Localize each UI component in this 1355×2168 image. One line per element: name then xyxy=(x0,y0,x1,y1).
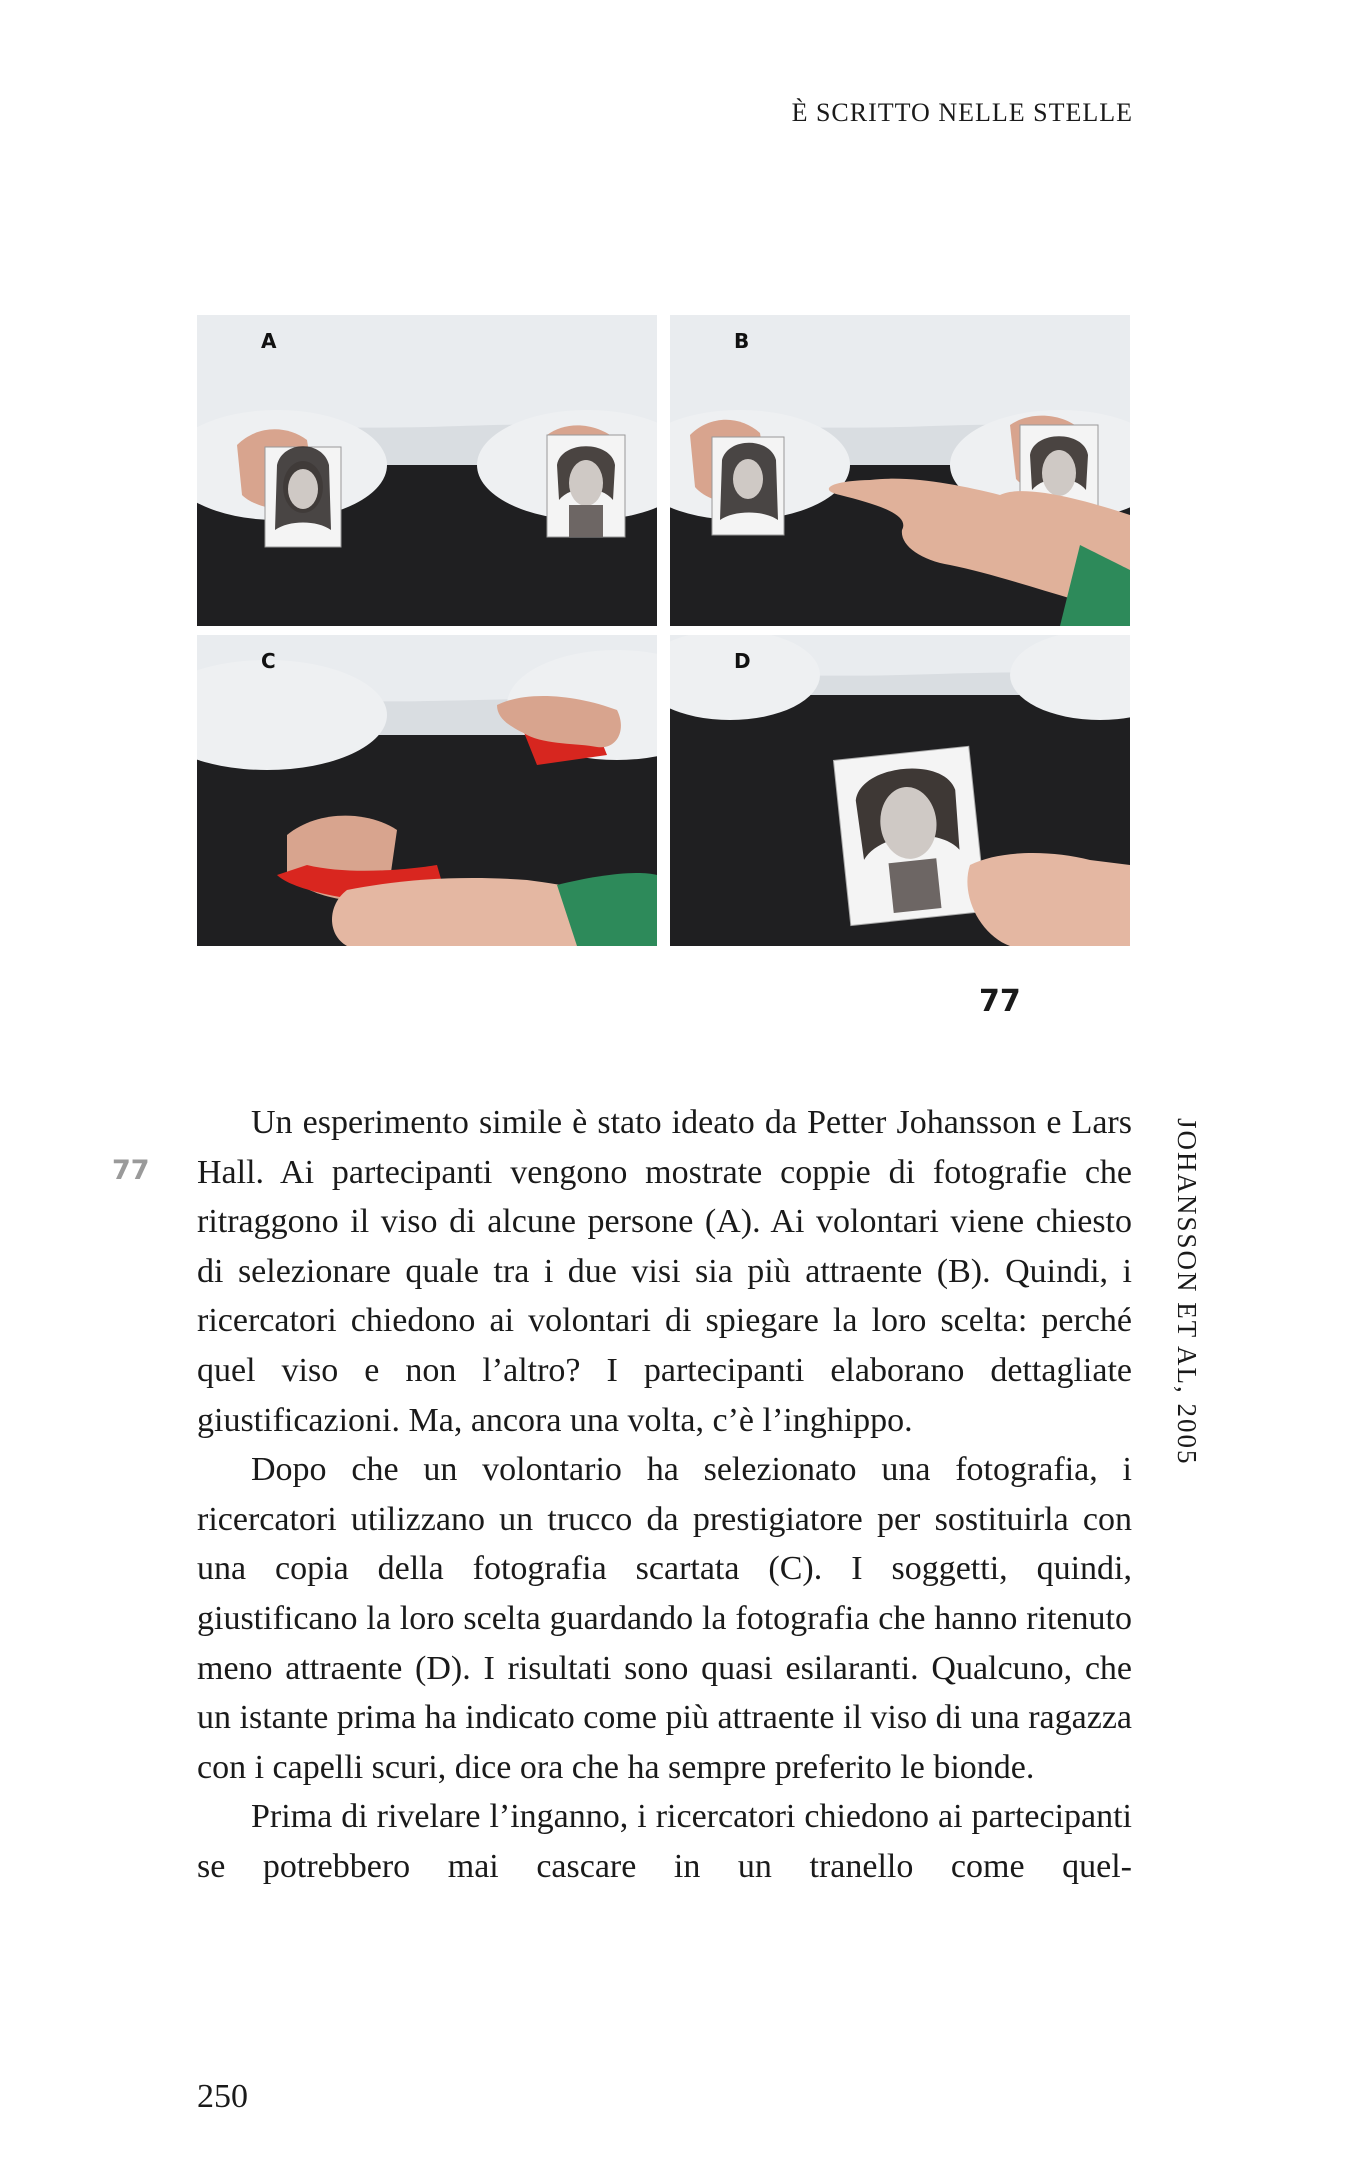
panel-b-label: B xyxy=(734,329,750,353)
experiment-figure xyxy=(197,315,1132,945)
panel-c-photo xyxy=(197,635,657,946)
side-citation xyxy=(1168,1118,1218,1466)
panel-a-label: A xyxy=(261,329,277,353)
margin-reference: 77 xyxy=(112,1155,150,1186)
side-citation-text: JOHANSSON ET AL, 2005 xyxy=(1172,1118,1202,1466)
page-number: 250 xyxy=(197,2078,248,2115)
panel-d-photo xyxy=(670,635,1130,946)
panel-b-photo xyxy=(670,315,1130,626)
figure-number: 77 xyxy=(979,984,1021,1019)
figure-panel-b xyxy=(670,315,1130,626)
running-head: È SCRITTO NELLE STELLE xyxy=(791,98,1133,127)
panel-c-label: C xyxy=(261,649,276,673)
body-text xyxy=(197,1098,1132,1892)
figure-panel-c xyxy=(197,635,657,946)
paragraph: Dopo che un volontario ha selezionato una fotografia, i ricercatori utilizzano un trucco da prestigiatore per sostituirla con una copia della fotografia scartata (C). I soggetti, quindi, giustificano la loro scelta guardando la fotografia che hanno ritenuto meno attraente (D). I risultati sono quasi esilaranti. Qualcuno, che un istante prima ha indicato come più attraente il viso di una ragazza con i capelli scuri, dice ora che ha sempre preferito le bionde. xyxy=(197,1451,1132,1786)
paragraph: Un esperimento simile è stato ideato da Petter Johansson e Lars Hall. Ai partecipanti vengono mostrate coppie di fotografie che ritraggono il viso di alcune persone (A). Ai volontari viene chiesto di selezionare quale tra i due visi sia più attraente (B). Quindi, i ricercatori chiedono ai volontari di spiegare la loro scelta: perché quel viso e non l’altro? I partecipanti elaborano dettagliate giustificazioni. Ma, ancora una volta, c’è l’inghippo. xyxy=(197,1104,1132,1439)
figure-panel-a xyxy=(197,315,657,626)
paragraph: Prima di rivelare l’inganno, i ricercatori chiedono ai partecipanti se potrebbero mai cascare in un tranello come quel- xyxy=(197,1798,1132,1885)
panel-a-photo xyxy=(197,315,657,626)
figure-panel-d xyxy=(670,635,1130,946)
panel-d-label: D xyxy=(734,649,751,673)
